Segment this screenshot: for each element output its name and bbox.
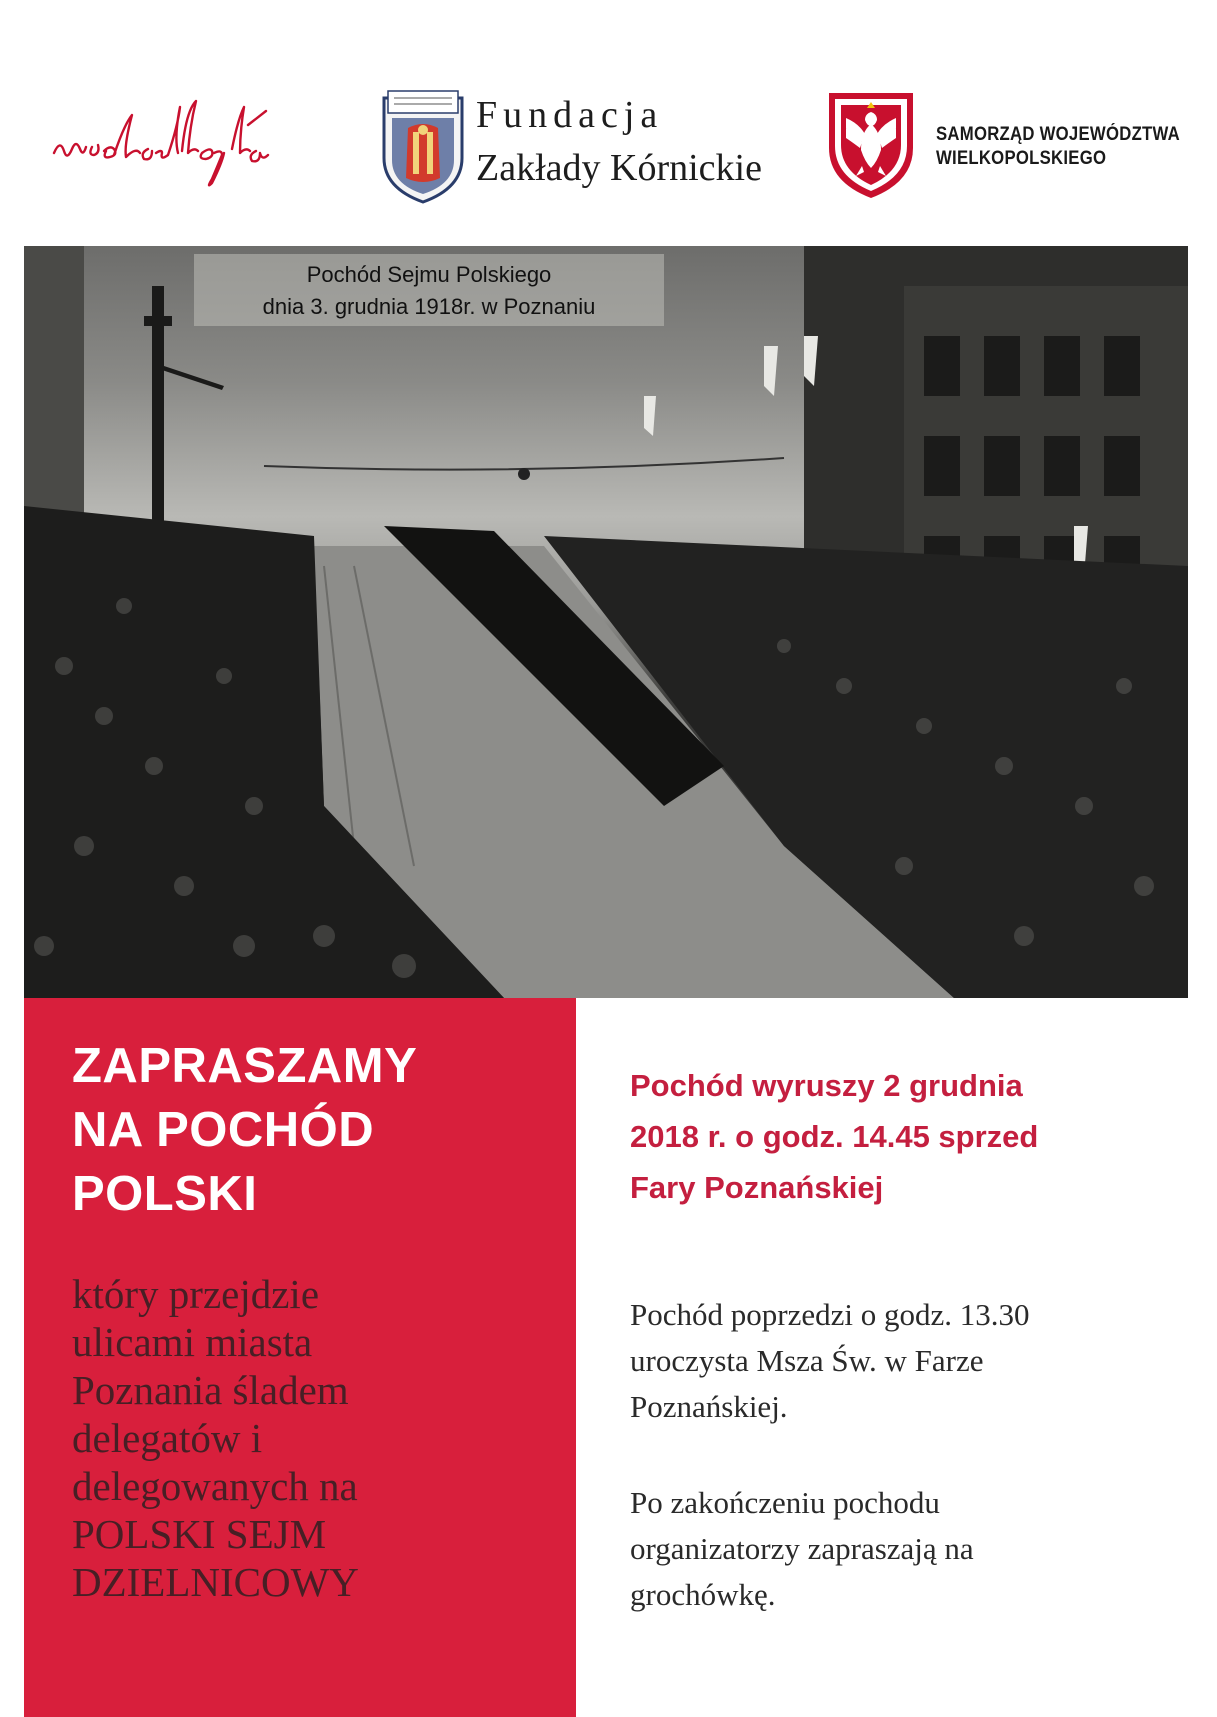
subtext-line: delegatów i (72, 1415, 263, 1461)
paragraph-line: Pochód poprzedzi o godz. 13.30 (630, 1297, 1030, 1332)
headline-line: POLSKI (72, 1167, 258, 1221)
headline-line: ZAPRASZAMY (72, 1039, 418, 1093)
invitation-headline (72, 1034, 562, 1226)
event-time-line: Fary Poznańskiej (630, 1170, 884, 1205)
mass-paragraph (630, 1292, 1029, 1430)
photo-caption-line2: dnia 3. grudnia 1918r. w Poznaniu (262, 294, 596, 319)
event-details (630, 1060, 1190, 1612)
invitation-subtext (72, 1270, 562, 1606)
fundacja-zaklady-kornickie-logo (380, 88, 800, 206)
event-time-line: Pochód wyruszy 2 grudnia (630, 1068, 1023, 1103)
soup-paragraph (630, 1480, 974, 1618)
subtext-line: który przejdzie (72, 1271, 320, 1317)
kornik-coat-of-arms-icon (380, 88, 466, 204)
event-time-heading (630, 1060, 1190, 1213)
event-time-line: 2018 r. o godz. 14.45 sprzed (630, 1119, 1039, 1154)
niepodlegla-logo (52, 95, 337, 195)
paragraph-line: organizatorzy zapraszają na (630, 1531, 974, 1566)
zaklady-kornickie-title: Zakłady Kórnickie (476, 147, 762, 189)
samorzad-line1: SAMORZĄD WOJEWÓDZTWA (936, 124, 1180, 145)
paragraph-line: grochówkę. (630, 1577, 776, 1612)
wielkopolska-eagle-icon (826, 90, 916, 200)
samorzad-line2: WIELKOPOLSKIEGO (936, 148, 1107, 169)
paragraph-line: uroczysta Msza Św. w Farze (630, 1343, 984, 1378)
fundacja-title: Fundacja (476, 94, 664, 136)
subtext-line: POLSKI SEJM (72, 1511, 327, 1557)
subtext-line: delegowanych na (72, 1463, 358, 1509)
historical-parade-photo (24, 246, 1188, 998)
invitation-panel (24, 998, 576, 1717)
headline-line: NA POCHÓD (72, 1103, 375, 1157)
samorzad-wojewodztwa-logo (826, 88, 1196, 206)
paragraph-line: Poznańskiej. (630, 1389, 788, 1424)
subtext-line: ulicami miasta (72, 1319, 313, 1365)
photo-caption-line1: Pochód Sejmu Polskiego (306, 262, 552, 287)
subtext-line: Poznania śladem (72, 1367, 349, 1413)
subtext-line: DZIELNICOWY (72, 1559, 359, 1605)
paragraph-line: Po zakończeniu pochodu (630, 1485, 940, 1520)
